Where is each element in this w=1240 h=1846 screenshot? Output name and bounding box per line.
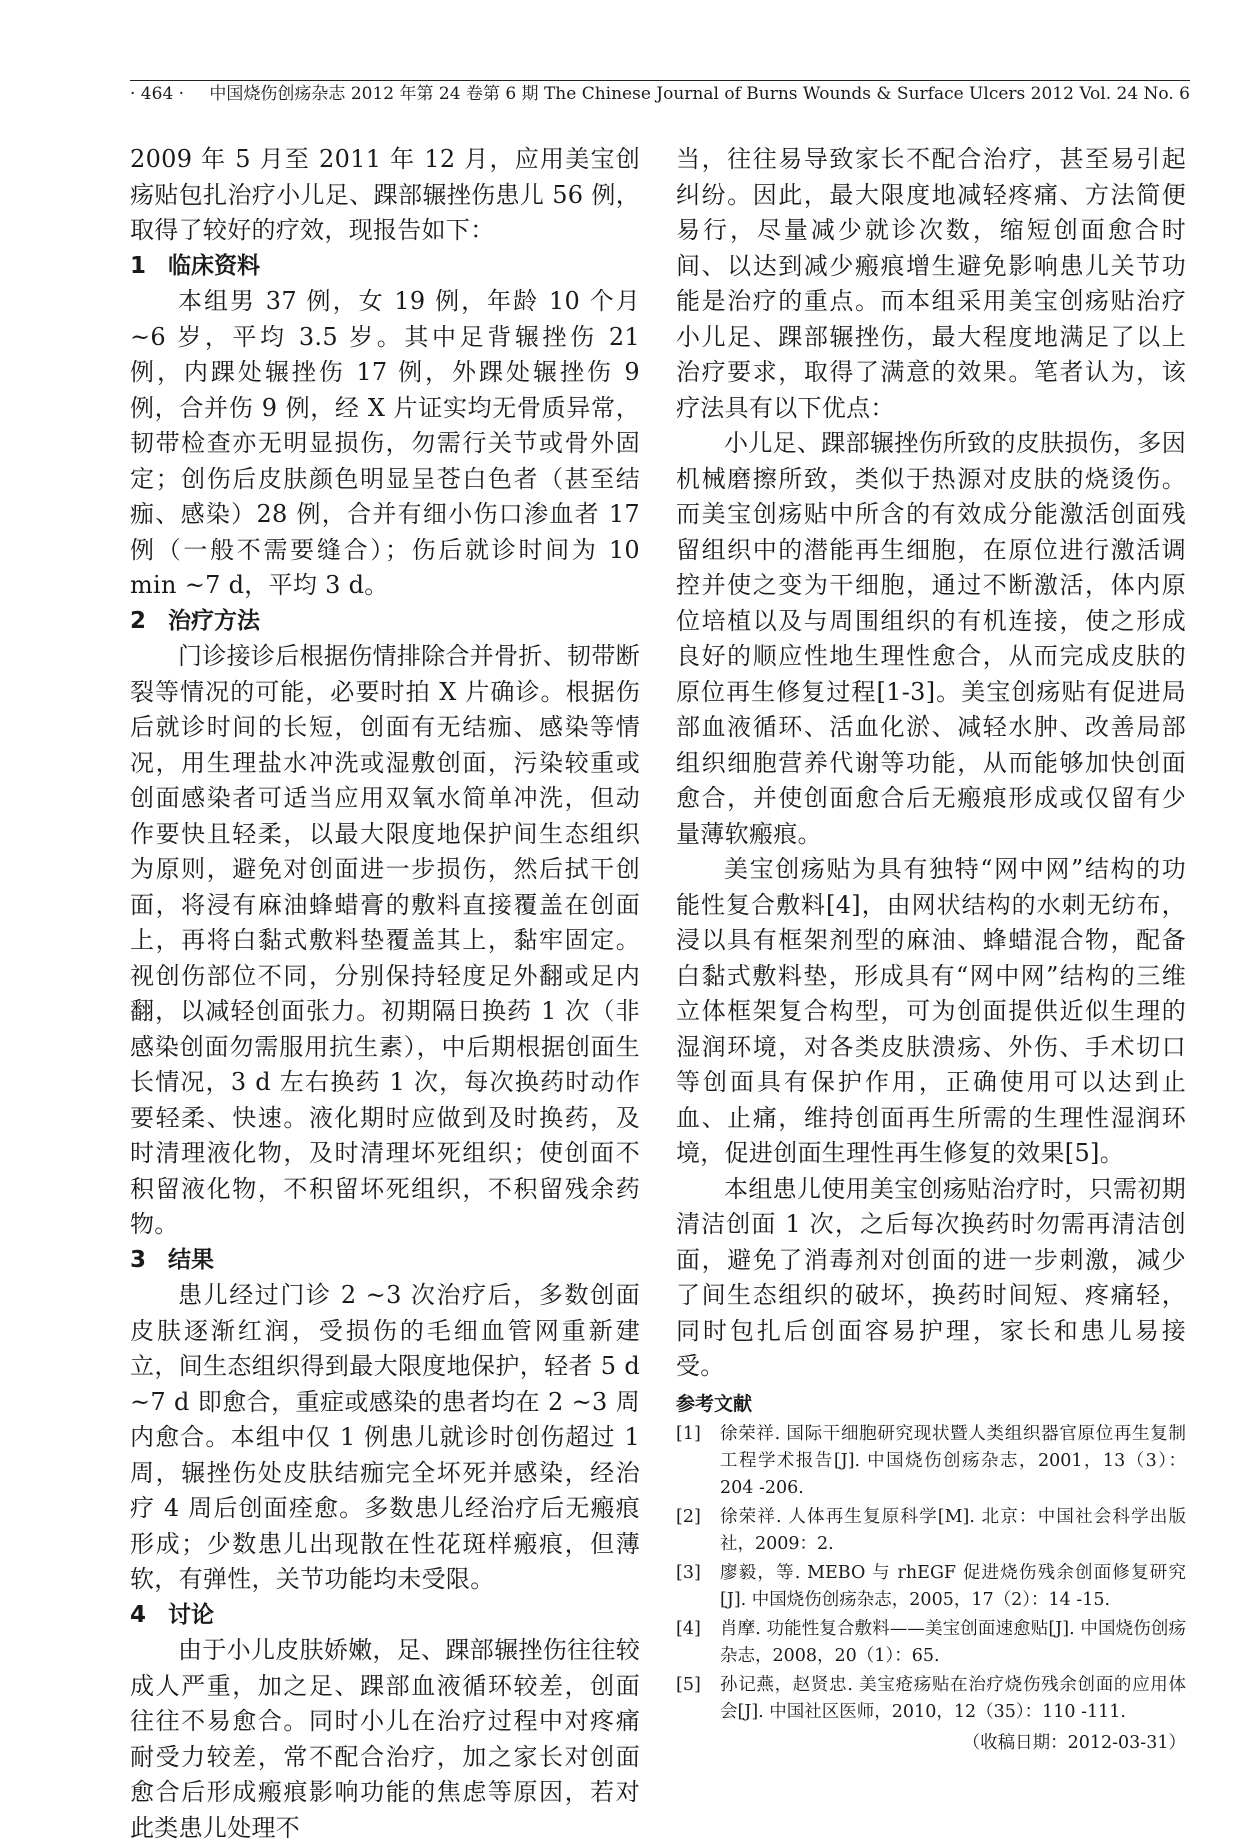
reference-number: [4] — [676, 1618, 701, 1639]
reference-text: 廖毅，等. MEBO 与 rhEGF 促进烧伤残余创面修复研究[J]. 中国烧伤创疡杂志，2005，17（2）：14 -15. — [720, 1562, 1186, 1610]
discussion-paragraph-2: 小儿足、踝部辗挫伤所致的皮肤损伤，多因机械磨擦所致，类似于热源对皮肤的烧烫伤。而美宝创疡贴中所含的有效成分能激活创面残留组织中的潜能再生细胞，在原位进行激活调控并使之变为干细胞，通过不断激活，体内原位培植以及与周围组织的有机连接，使之形成良好的顺应性地生理性愈合，从而完成皮肤的原位再生修复过程[1-3]。美宝创疡贴有促进局部血液循环、活血化淤、减轻水肿、改善局部组织细胞营养代谢等功能，从而能够加快创面愈合，并使创面愈合后无瘢痕形成或仅留有少量薄软瘢痕。 — [676, 429, 1186, 848]
reference-item — [676, 1616, 1186, 1670]
reference-item — [676, 1560, 1186, 1614]
clinical-data-paragraph: 本组男 37 例，女 19 例，年龄 10 个月 ~6 岁，平均 3.5 岁。其中足背辗挫伤 21 例，内踝处辗挫伤 17 例，外踝处辗挫伤 9 例，合并伤 9 例，经 X 片证实均无骨质异常，韧带检查亦无明显损伤，勿需行关节或骨外固定；创伤后皮肤颜色明显呈苍白色者（甚至结痂、感染）28 例，合并有细小伤口渗血者 17 例（一般不需要缝合）；伤后就诊时间为 10 min ~7 d，平均 3 d。 — [130, 287, 640, 599]
running-header — [130, 80, 1190, 104]
reference-text: 孙记燕，赵贤忠. 美宝疮疡贴在治疗烧伤残余创面的应用体会[J]. 中国社区医师，2010，12（35）：110 -111. — [720, 1674, 1186, 1722]
treatment-paragraph: 门诊接诊后根据伤情排除合并骨折、韧带断裂等情况的可能，必要时拍 X 片确诊。根据伤后就诊时间的长短，创面有无结痂、感染等情况，用生理盐水冲洗或湿敷创面，污染较重或创面感染者可适当应用双氧水简单冲洗，但动作要快且轻柔，以最大限度地保护间生态组织为原则，避免对创面进一步损伤，然后拭干创面，将浸有麻油蜂蜡膏的敷料直接覆盖在创面上，再将白黏式敷料垫覆盖其上，黏牢固定。视创伤部位不同，分别保持轻度足外翻或足内翻，以减轻创面张力。初期隔日换药 1 次（非感染创面勿需服用抗生素），中后期根据创面生长情况，3 d 左右换药 1 次，每次换药时动作要轻柔、快速。液化期时应做到及时换药，及时清理液化物，及时清理坏死组织；使创面不积留液化物，不积留坏死组织，不积留残余药物。 — [130, 642, 640, 1238]
section-number: 2 — [130, 607, 147, 634]
intro-paragraph: 2009 年 5 月至 2011 年 12 月，应用美宝创疡贴包扎治疗小儿足、踝部辗挫伤患儿 56 例，取得了较好的疗效，现报告如下： — [130, 145, 640, 244]
section-number: 1 — [130, 252, 147, 279]
section-title: 治疗方法 — [168, 607, 260, 634]
reference-item — [676, 1672, 1186, 1726]
section-number: 3 — [130, 1246, 147, 1273]
section-heading-2 — [130, 604, 640, 640]
right-column — [676, 142, 1186, 1757]
section-title: 结果 — [168, 1246, 214, 1273]
left-column — [130, 142, 640, 1846]
reference-number: [3] — [676, 1562, 701, 1583]
reference-text: 肖摩. 功能性复合敷料——美宝创面速愈贴[J]. 中国烧伤创疡杂志，2008，20（1）：65. — [720, 1618, 1186, 1666]
page-number: · 464 · — [130, 84, 185, 104]
discussion-paragraph-3: 美宝创疡贴为具有独特“网中网”结构的功能性复合敷料[4]，由网状结构的水刺无纺布，浸以具有框架剂型的麻油、蜂蜡混合物，配备白黏式敷料垫，形成具有“网中网”结构的三维立体框架复合构型，可为创面提供近似生理的湿润环境，对各类皮肤溃疡、外伤、手术切口等创面具有保护作用，正确使用可以达到止血、止痛，维持创面再生所需的生理性湿润环境，促进创面生理性再生修复的效果[5]。 — [676, 855, 1186, 1167]
reference-number: [5] — [676, 1674, 701, 1695]
journal-citation: 中国烧伤创疡杂志 2012 年第 24 卷第 6 期 The Chinese Journal of Burns Wounds & Surface Ulcers 2012 Vol. 24 No. 6 — [209, 84, 1190, 104]
reference-number: [1] — [676, 1423, 701, 1444]
reference-item — [676, 1421, 1186, 1502]
section-heading-1 — [130, 249, 640, 285]
section-number: 4 — [130, 1601, 147, 1628]
discussion-paragraph-4: 本组患儿使用美宝创疡贴治疗时，只需初期清洁创面 1 次，之后每次换药时勿需再清洁创面，避免了消毒剂对创面的进一步刺激，减少了间生态组织的破坏，换药时间短、疼痛轻，同时包扎后创面容易护理，家长和患儿易接受。 — [676, 1174, 1186, 1380]
reference-text: 徐荣祥. 人体再生复原科学[M]. 北京：中国社会科学出版社，2009：2. — [720, 1506, 1186, 1554]
reference-item — [676, 1504, 1186, 1558]
section-heading-4 — [130, 1598, 640, 1634]
references-title: 参考文献 — [676, 1392, 753, 1415]
results-paragraph: 患儿经过门诊 2 ~3 次治疗后，多数创面皮肤逐渐红润，受损伤的毛细血管网重新建立，间生态组织得到最大限度地保护，轻者 5 d ~7 d 即愈合，重症或感染的患者均在 2 ~3 周内愈合。本组中仅 1 例患儿就诊时创伤超过 1 周，辗挫伤处皮肤结痂完全坏死并感染，经治疗 4 周后创面痊愈。多数患儿经治疗后无瘢痕形成；少数患儿出现散在性花斑样瘢痕，但薄软，有弹性，关节功能均未受限。 — [130, 1281, 640, 1593]
received-date: （收稿日期：2012-03-31） — [962, 1732, 1186, 1753]
reference-number: [2] — [676, 1506, 701, 1527]
discussion-continued-paragraph: 当，往往易导致家长不配合治疗，甚至易引起纠纷。因此，最大限度地减轻疼痛、方法简便易行，尽量减少就诊次数，缩短创面愈合时间、以达到减少瘢痕增生避免影响患儿关节功能是治疗的重点。而本组采用美宝创疡贴治疗小儿足、踝部辗挫伤，最大程度地满足了以上治疗要求，取得了满意的效果。笔者认为，该疗法具有以下优点： — [676, 145, 1186, 422]
reference-text: 徐荣祥. 国际干细胞研究现状暨人类组织器官原位再生复制工程学术报告[J]. 中国烧伤创疡杂志，2001，13（3）：204 -206. — [720, 1423, 1186, 1498]
section-heading-3 — [130, 1243, 640, 1279]
section-title: 临床资料 — [168, 252, 260, 279]
discussion-paragraph: 由于小儿皮肤娇嫩，足、踝部辗挫伤往往较成人严重，加之足、踝部血液循环较差，创面往往不易愈合。同时小儿在治疗过程中对疼痛耐受力较差，常不配合治疗，加之家长对创面愈合后形成瘢痕影响功能的焦虑等原因，若对此类患儿处理不 — [130, 1636, 640, 1842]
section-title: 讨论 — [168, 1601, 214, 1628]
